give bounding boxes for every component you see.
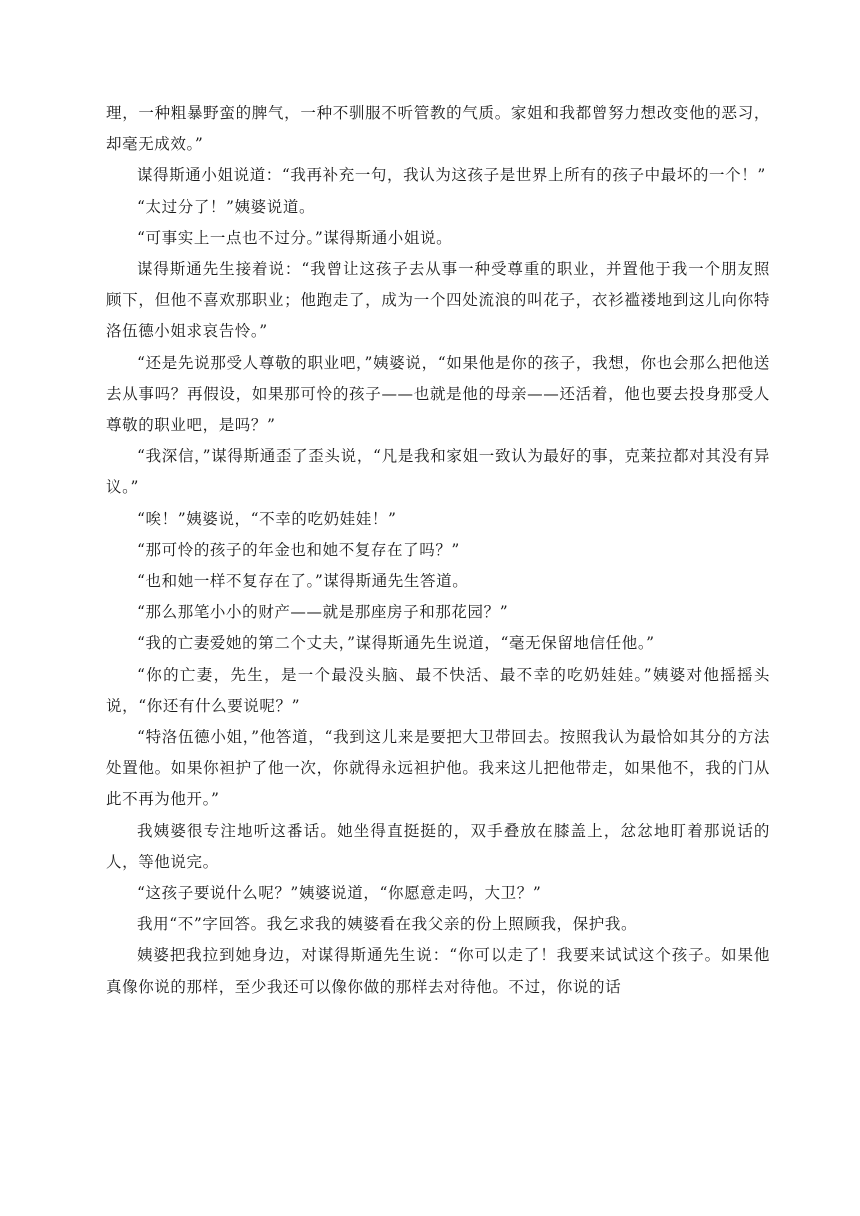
paragraph: “那可怜的孩子的年金也和她不复存在了吗？”: [137, 540, 460, 559]
paragraph: “太过分了！”姨婆说道。: [137, 197, 316, 216]
body-text: [106, 98, 770, 1003]
paragraph: 我用“不”字回答。我乞求我的姨婆看在我父亲的份上照顾我，保护我。: [137, 915, 638, 934]
paragraph: 谋得斯通小姐说道：“我再补充一句，我认为这孩子是世界上所有的孩子中最坏的一个！”: [137, 166, 766, 185]
paragraph: “还是先说那受人尊敬的职业吧，”姨婆说，“如果他是你的孩子，我想，你也会那么把他送去从事吗？再假设，如果那可怜的孩子——也就是他的母亲——还活着，他也要去投身那受人尊敬的职业吧，是吗？”: [106, 353, 770, 435]
paragraph: “那么那笔小小的财产——就是那座房子和那花园？”: [137, 603, 509, 622]
paragraph: “我深信，”谋得斯通歪了歪头说，“凡是我和家姐一致认为最好的事，克莱拉都对其没有异议。”: [106, 447, 770, 497]
paragraph: “特洛伍德小姐，”他答道，“我到这儿来是要把大卫带回去。按照我认为最恰如其分的方法处置他。如果你袒护了他一次，你就得永远袒护他。我来这儿把他带走，如果他不，我的门从此不再为他开。”: [106, 728, 770, 809]
paragraph: “你的亡妻，先生，是一个最没头脑、最不快活、最不幸的吃奶娃娃。”姨婆对他摇摇头说，“你还有什么要说呢？”: [106, 665, 770, 715]
paragraph: 我姨婆很专注地听这番话。她坐得直挺挺的，双手叠放在膝盖上，忿忿地盯着那说话的人，等他说完。: [106, 821, 770, 871]
paragraph: 理，一种粗暴野蛮的脾气，一种不驯服不听管教的气质。家姐和我都曾努力想改变他的恶习，却毫无成效。”: [106, 104, 770, 154]
paragraph: 谋得斯通先生接着说：“我曾让这孩子去从事一种受尊重的职业，并置他于我一个朋友照顾下，但他不喜欢那职业；他跑走了，成为一个四处流浪的叫花子，衣衫褴褛地到这儿向你特洛伍德小姐求哀告怜。”: [106, 260, 770, 341]
paragraph: “可事实上一点也不过分。”谋得斯通小姐说。: [137, 228, 453, 247]
paragraph: “也和她一样不复存在了。”谋得斯通先生答道。: [137, 572, 469, 591]
paragraph: 姨婆把我拉到她身边，对谋得斯通先生说：“你可以走了！我要来试试这个孩子。如果他真像你说的那样，至少我还可以像你做的那样去对待他。不过，你说的话: [106, 946, 770, 996]
paragraph: “我的亡妻爱她的第二个丈夫，”谋得斯通先生说道，“毫无保留地信任他。”: [137, 634, 655, 653]
paragraph: “这孩子要说什么呢？”姨婆说道，“你愿意走吗，大卫？”: [137, 884, 542, 903]
paragraph: “唉！”姨婆说，“不幸的吃奶娃娃！”: [137, 509, 397, 528]
